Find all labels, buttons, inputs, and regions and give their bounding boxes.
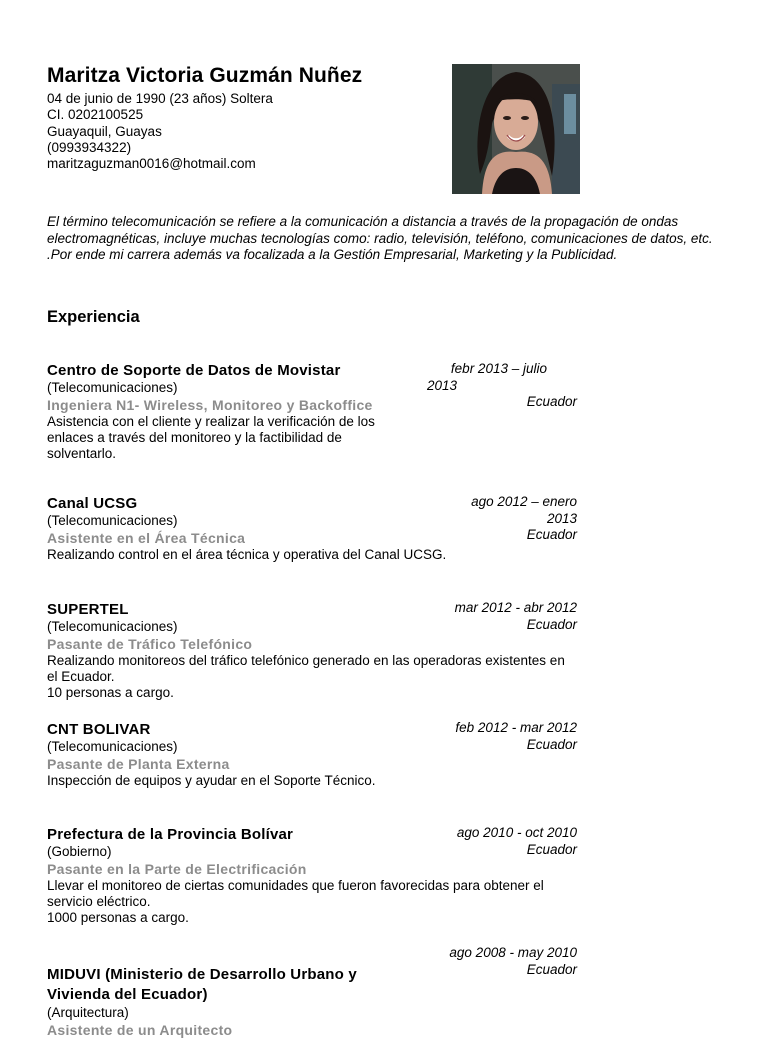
sector: (Gobierno)	[47, 844, 112, 859]
contact-info	[47, 91, 273, 172]
job-description	[47, 414, 407, 463]
job-role: Ingeniera N1- Wireless, Monitoreo y Backoffice	[47, 396, 373, 413]
description-line: 1000 personas a cargo.	[47, 910, 189, 926]
description-line: Realizando monitoreos del tráfico telefónico generado en las operadoras existentes en el Ecuador.	[47, 652, 565, 684]
experience-entry	[47, 825, 577, 926]
country: Ecuador	[526, 527, 577, 542]
organization-name: Canal UCSG	[47, 495, 138, 512]
country: Ecuador	[526, 841, 577, 857]
job-meta	[427, 361, 577, 411]
date-range-line-1: febr 2013 – julio	[450, 361, 547, 376]
organization-name: Prefectura de la Provincia Bolívar	[47, 826, 294, 843]
profile-summary: El término telecomunicación se refiere a la comunicación a distancia a través de la propagación de ondas electromagnéticas, incluye muchas tecnologías como: radio, televisión, teléfono, comunicaciones de datos, etc. .Por ende mi carrera además va focalizada a la Gestión Empresarial, Marketing y la Publicidad.	[47, 214, 713, 262]
country: Ecuador	[526, 736, 577, 752]
job-description	[47, 773, 577, 789]
sector: (Telecomunicaciones)	[47, 380, 178, 395]
job-role: Asistente en el Área Técnica	[47, 529, 246, 546]
date-range	[427, 361, 577, 394]
date-range-line-1: ago 2012 – enero	[471, 494, 577, 509]
experience-entry	[47, 600, 577, 701]
job-role: Pasante en la Parte de Electrificación	[47, 860, 307, 877]
portrait-image	[452, 64, 580, 194]
organization-name: SUPERTEL	[47, 601, 129, 618]
sector: (Telecomunicaciones)	[47, 513, 178, 528]
sector: (Telecomunicaciones)	[47, 619, 178, 634]
job-description	[47, 547, 577, 563]
description-line: 10 personas a cargo.	[47, 685, 174, 701]
country: Ecuador	[526, 616, 577, 632]
profile-photo	[452, 64, 580, 194]
organization-name: MIDUVI (Ministerio de Desarrollo Urbano y Vivienda del Ecuador)	[47, 966, 357, 1003]
email: maritzaguzman0016@hotmail.com	[47, 156, 256, 172]
section-title-experience: Experiencia	[47, 308, 140, 326]
date-range: ago 2010 - oct 2010	[456, 825, 577, 840]
experience-entry	[47, 494, 577, 563]
job-description	[47, 878, 577, 927]
date-range: feb 2012 - mar 2012	[455, 720, 577, 735]
job-role: Pasante de Planta Externa	[47, 755, 230, 772]
job-role: Pasante de Tráfico Telefónico	[47, 635, 253, 652]
organization-name: Centro de Soporte de Datos de Movistar	[47, 362, 341, 379]
job-meta	[427, 600, 577, 633]
phone: (0993934322)	[47, 139, 132, 155]
date-range-line-2: 2013	[427, 377, 458, 393]
experience-entry	[47, 945, 577, 1039]
job-role: Asistente de un Arquitecto	[47, 1021, 233, 1038]
candidate-name: Maritza Victoria Guzmán Nuñez	[47, 64, 363, 87]
date-range: ago 2008 - may 2010	[449, 945, 577, 960]
job-meta	[447, 494, 577, 544]
date-range: mar 2012 - abr 2012	[454, 600, 577, 615]
organization-name: CNT BOLIVAR	[47, 721, 151, 738]
location: Guayaquil, Guayas	[47, 123, 162, 139]
country: Ecuador	[526, 961, 577, 977]
date-range	[447, 494, 577, 527]
birth-info: 04 de junio de 1990 (23 años) Soltera	[47, 91, 273, 106]
description-line: Llevar el monitoreo de ciertas comunidades que fueron favorecidas para obtener el servicio eléctrico.	[47, 877, 544, 909]
description-line: Asistencia con el cliente y realizar la verificación de los enlaces a través del monitoreo y la factibilidad de solventarlo.	[47, 413, 375, 462]
sector: (Telecomunicaciones)	[47, 739, 178, 754]
date-range-line-2: 2013	[546, 510, 577, 526]
job-meta	[427, 720, 577, 753]
description-line: Inspección de equipos y ayudar en el Soporte Técnico.	[47, 772, 376, 788]
job-meta	[427, 945, 577, 978]
job-meta	[427, 825, 577, 858]
experience-entry	[47, 361, 577, 462]
country: Ecuador	[526, 394, 577, 409]
sector: (Arquitectura)	[47, 1005, 129, 1020]
description-line: Realizando control en el área técnica y operativa del Canal UCSG.	[47, 546, 447, 562]
job-description	[47, 653, 577, 702]
id-number: CI. 0202100525	[47, 107, 144, 123]
experience-entry	[47, 720, 577, 789]
